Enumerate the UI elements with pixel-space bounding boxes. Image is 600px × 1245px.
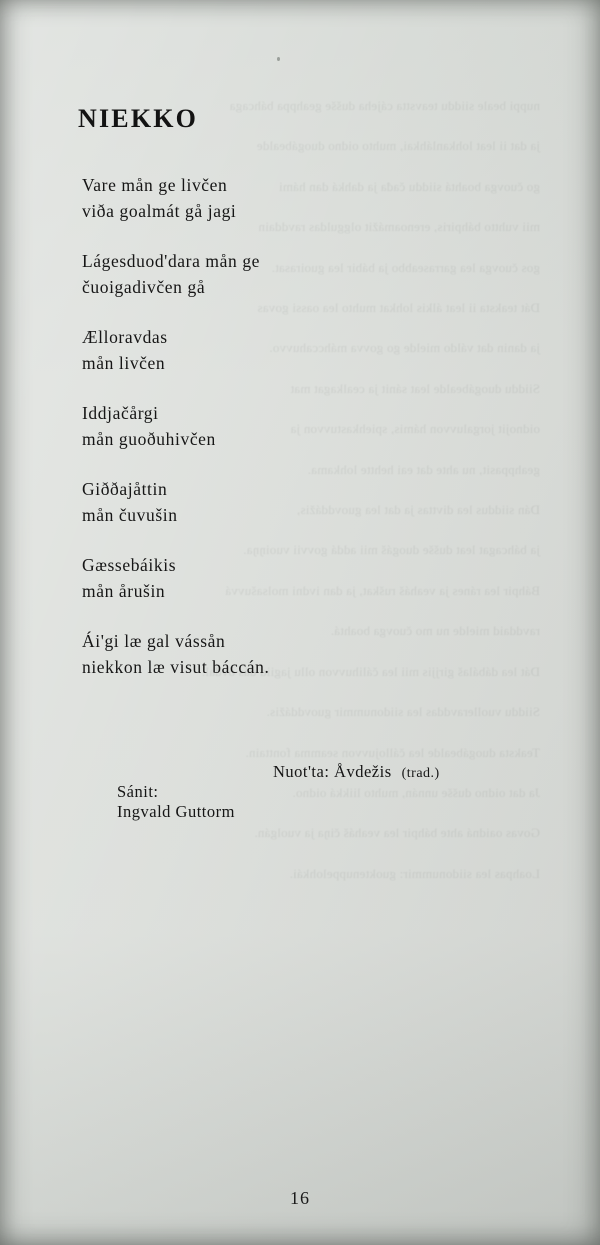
poem-line: Giððajåttin bbox=[82, 479, 168, 499]
showthrough-line: go čuovga boahtá siiddu čađa ja dahká dan hámi bbox=[278, 178, 540, 194]
showthrough-line: ja danin dat váldo mielde go govva máhccahuvvo. bbox=[269, 340, 540, 356]
poem-line: čuoigadivčen gå bbox=[82, 277, 206, 297]
showthrough-line: Loahpas lea siidonummir: guoktenuppelohkái. bbox=[289, 865, 540, 881]
showthrough-line: ja báhcagat leat dušše duogáš mii addá govvii vuoiŋŋa. bbox=[243, 542, 540, 558]
music-label: Nuot'ta: bbox=[272, 762, 330, 781]
lyrics-value: Ingvald Guttorm bbox=[117, 802, 235, 821]
showthrough-line: ja dat ii leat lohkanláhkai, muhto oidno duogábealde bbox=[256, 138, 540, 154]
music-value: Åvdežis bbox=[334, 762, 392, 781]
showthrough-line: Teaksta duogábealde lea čállojuvvon seamma fonttain. bbox=[245, 744, 540, 760]
page-number: 16 bbox=[290, 1188, 310, 1208]
poem-stanza bbox=[82, 248, 502, 300]
poem-stanza bbox=[82, 476, 502, 528]
lyrics-label: Sánit: bbox=[117, 782, 159, 801]
poem-line: Lágesduod'dara mån ge bbox=[82, 251, 261, 271]
poem-stanza bbox=[82, 324, 502, 376]
poem-stanza bbox=[82, 628, 502, 680]
showthrough-line: mii vuhtto báhpiris, erenoamážit olgguldas ravddain bbox=[258, 219, 540, 235]
showthrough-line: geahppasit, nu ahte dat eai hehtte lohkama. bbox=[307, 461, 540, 477]
showthrough-line: Báhpir lea ránes ja veaháš ruškat, ja dan ivdni molsašuvvá bbox=[225, 582, 540, 598]
showthrough-line: nuppi beale siiddu teavstta cájeha dušše geahppa báhcaga bbox=[229, 98, 540, 113]
showthrough-line: ravddaid mielde nu mo čuovga boahtá. bbox=[330, 623, 540, 639]
poem-body bbox=[82, 172, 502, 704]
lyrics-credit bbox=[80, 762, 235, 842]
credits bbox=[80, 762, 540, 842]
showthrough-line: Siiddu vuolleravddas lea siidonummir guovddážis. bbox=[266, 704, 540, 720]
poem-line: Gæssebáikis bbox=[82, 555, 177, 575]
poem-line: Vare mån ge livčen bbox=[82, 175, 228, 195]
showthrough-line: Dát lea dábálaš girjjis mii lea čálihuvvon ollu jagiid dás ovdal. bbox=[201, 663, 540, 679]
showthrough-line: oidnojit jorgaluvvon hámis, spiehkastuvvon ja bbox=[290, 421, 540, 437]
poem-title: NIEKKO bbox=[78, 104, 199, 133]
poem-line: Ælloravdas bbox=[82, 327, 168, 347]
poem-stanza bbox=[82, 172, 502, 224]
poem-line: mån čuvušin bbox=[82, 505, 178, 525]
showthrough-line: Dán siiddus lea divttas ja dat lea guovddážis, bbox=[296, 502, 540, 518]
poem-line: niekkon læ visut báccán. bbox=[82, 657, 270, 677]
showthrough-line: Dát teaksta ii leat álkis lohkat muhto lea oassi govas bbox=[257, 300, 540, 316]
poem-stanza bbox=[82, 400, 502, 452]
poem-line: mån guoðuhivčen bbox=[82, 429, 216, 449]
poem-stanza bbox=[82, 552, 502, 604]
poem-line: Iddjačårgi bbox=[82, 403, 159, 423]
poem-line: mån årušin bbox=[82, 581, 166, 601]
poem-line: mån livčen bbox=[82, 353, 166, 373]
showthrough-line: Govas oaidná ahte báhpir lea veaháš čiŋa ja vuolgán. bbox=[254, 825, 540, 841]
music-note: (trad.) bbox=[401, 766, 440, 781]
music-credit bbox=[273, 762, 392, 782]
showthrough-line: gos čuovga lea garraseabbo ja bábir lea guoirasat. bbox=[271, 259, 540, 275]
poem-line: Ái'gi læ gal vássån bbox=[82, 631, 226, 651]
showthrough-line: Ja dat oidno dušše unnán, muhto liikká oidno. bbox=[292, 784, 540, 800]
poem-line: viða goalmát gå jagi bbox=[82, 201, 237, 221]
showthrough-line: Siiddu duogábealde leat sánit ja cealkagat mat bbox=[290, 380, 540, 396]
